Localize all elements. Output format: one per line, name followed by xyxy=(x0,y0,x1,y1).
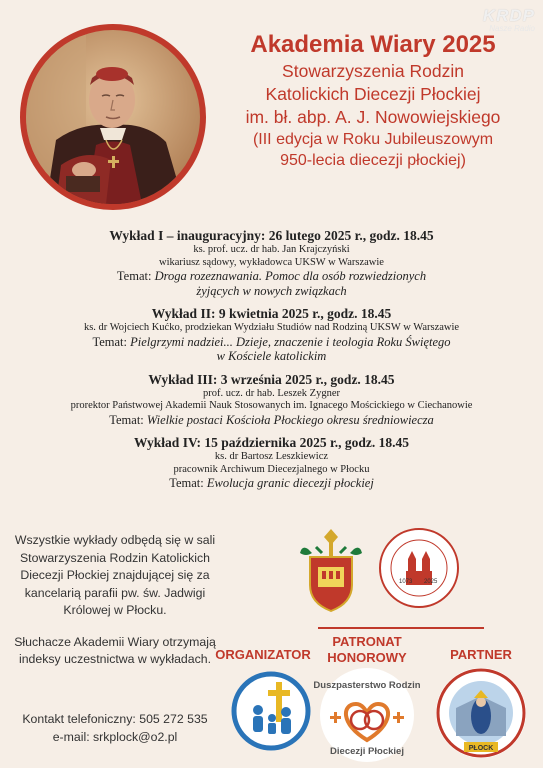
bishop-portrait xyxy=(20,24,206,210)
lecture-2 xyxy=(0,305,543,364)
role-partner: PARTNER xyxy=(450,647,512,662)
topic-label: Temat: xyxy=(92,334,127,349)
lecture-topic xyxy=(0,476,543,491)
portrait-image xyxy=(26,30,200,204)
contact-phone: Kontakt telefoniczny: 505 272 535 xyxy=(22,712,208,726)
seal-year-right: 2025 xyxy=(424,579,438,585)
partner-logo xyxy=(436,668,526,758)
topic-label: Temat: xyxy=(169,476,204,490)
lecture-list xyxy=(0,227,543,498)
parish-church-icon xyxy=(436,668,526,758)
lecture-speaker: prof. ucz. dr hab. Leszek Zygner xyxy=(202,387,341,399)
heart-rings-icon xyxy=(313,668,421,762)
topic-text: w Kościele katolickim xyxy=(216,349,327,363)
lecture-4 xyxy=(0,434,543,491)
role-organizer: ORGANIZATOR xyxy=(215,647,311,662)
diocese-coat-of-arms-icon xyxy=(296,527,366,615)
header xyxy=(210,30,536,171)
organizer-logo xyxy=(232,672,310,750)
role-patron-line2: HONOROWY xyxy=(327,650,407,665)
contact-email: e-mail: srkplock@o2.pl xyxy=(52,729,178,744)
lecture-topic-cont xyxy=(0,349,543,364)
lecture-topic-cont xyxy=(0,284,543,299)
lecture-speaker-role: pracownik Archiwum Diecezjalnego w Płocku xyxy=(173,463,370,475)
lecture-title: Wykład I – inauguracyjny: 26 lutego 2025 r., godz. 18.45 xyxy=(109,228,434,243)
jubilee-seal-icon xyxy=(378,527,460,609)
header-line-4: (III edycja w Roku Jubileuszowym xyxy=(252,131,494,148)
partner-logo-city: PŁOCK xyxy=(468,745,494,752)
topic-text: żyjących w nowych związkach xyxy=(196,283,347,298)
topic-text: Ewolucja granic diecezji płockiej xyxy=(206,476,374,490)
header-line-3: im. bł. abp. A. J. Nowowiejskiego xyxy=(245,107,501,127)
lecture-speaker-role: wikariusz sądowy, wykładowca UKSW w Warszawie xyxy=(159,256,384,268)
topic-label: Temat: xyxy=(109,412,144,427)
page-title: Akademia Wiary 2025 xyxy=(250,31,496,58)
lecture-topic xyxy=(0,269,543,284)
lecture-speaker: ks. dr Wojciech Kućko, prodziekan Wydziału Studiów nad Rodziną UKSW w Warszawie xyxy=(83,322,460,333)
lecture-topic xyxy=(0,413,543,428)
seal-year-left: 1073 xyxy=(399,579,413,585)
lecture-title: Wykład III: 3 września 2025 r., godz. 18.45 xyxy=(148,371,395,387)
info-block xyxy=(6,532,224,683)
divider xyxy=(318,627,484,629)
family-icon xyxy=(232,672,310,750)
lecture-speaker: ks. prof. ucz. dr hab. Jan Krajczyński xyxy=(193,244,350,255)
lecture-speaker: ks. dr Bartosz Leszkiewicz xyxy=(214,451,329,462)
patron-logo-bottom-text: Diecezji Płockiej xyxy=(330,746,404,757)
watermark-logo: KRDP xyxy=(482,6,535,25)
contact-block xyxy=(6,711,224,746)
header-line-5: 950-lecia diecezji płockiej) xyxy=(280,152,466,169)
header-line-2: Katolickich Diecezji Płockiej xyxy=(265,84,481,104)
lecture-title: Wykład IV: 15 października 2025 r., godz. 18.45 xyxy=(134,435,409,450)
info-index: Słuchacze Akademii Wiary otrzymają indeksy uczestnictwa w wykładach. xyxy=(14,634,216,666)
lecture-1 xyxy=(0,227,543,298)
watermark xyxy=(467,6,535,33)
info-venue: Wszystkie wykłady odbędą się w sali Stowarzyszenia Rodzin Katolickich Diecezji Płockiej znajdującej się za kancelarią parafii pw. św. Jadwigi Królowej w Płocku. xyxy=(14,533,216,617)
topic-text: Droga rozeznawania. Pomoc dla osób rozwiedzionych xyxy=(154,269,427,283)
topic-label: Temat: xyxy=(116,269,152,283)
patron-logo-top-text: Duszpasterstwo Rodzin xyxy=(313,680,421,691)
header-line-1: Stowarzyszenia Rodzin xyxy=(282,61,464,81)
lecture-speaker-role: prorektor Państwowej Akademii Nauk Stosowanych im. Ignacego Mościckiego w Ciechanowie xyxy=(70,400,473,411)
topic-text: Pielgrzymi nadziei... Dzieje, znaczenie i teologia Roku Świętego xyxy=(130,334,451,349)
watermark-tagline: Nasze Radio xyxy=(489,24,535,33)
role-patron xyxy=(322,634,412,666)
patron-logo xyxy=(313,668,421,762)
lecture-3 xyxy=(0,371,543,428)
role-patron-line1: PATRONAT xyxy=(332,634,402,649)
lecture-title: Wykład II: 9 kwietnia 2025 r., godz. 18.45 xyxy=(151,306,392,321)
lecture-topic xyxy=(0,335,543,350)
topic-text: Wielkie postaci Kościoła Płockiego okresu średniowiecza xyxy=(146,412,434,427)
